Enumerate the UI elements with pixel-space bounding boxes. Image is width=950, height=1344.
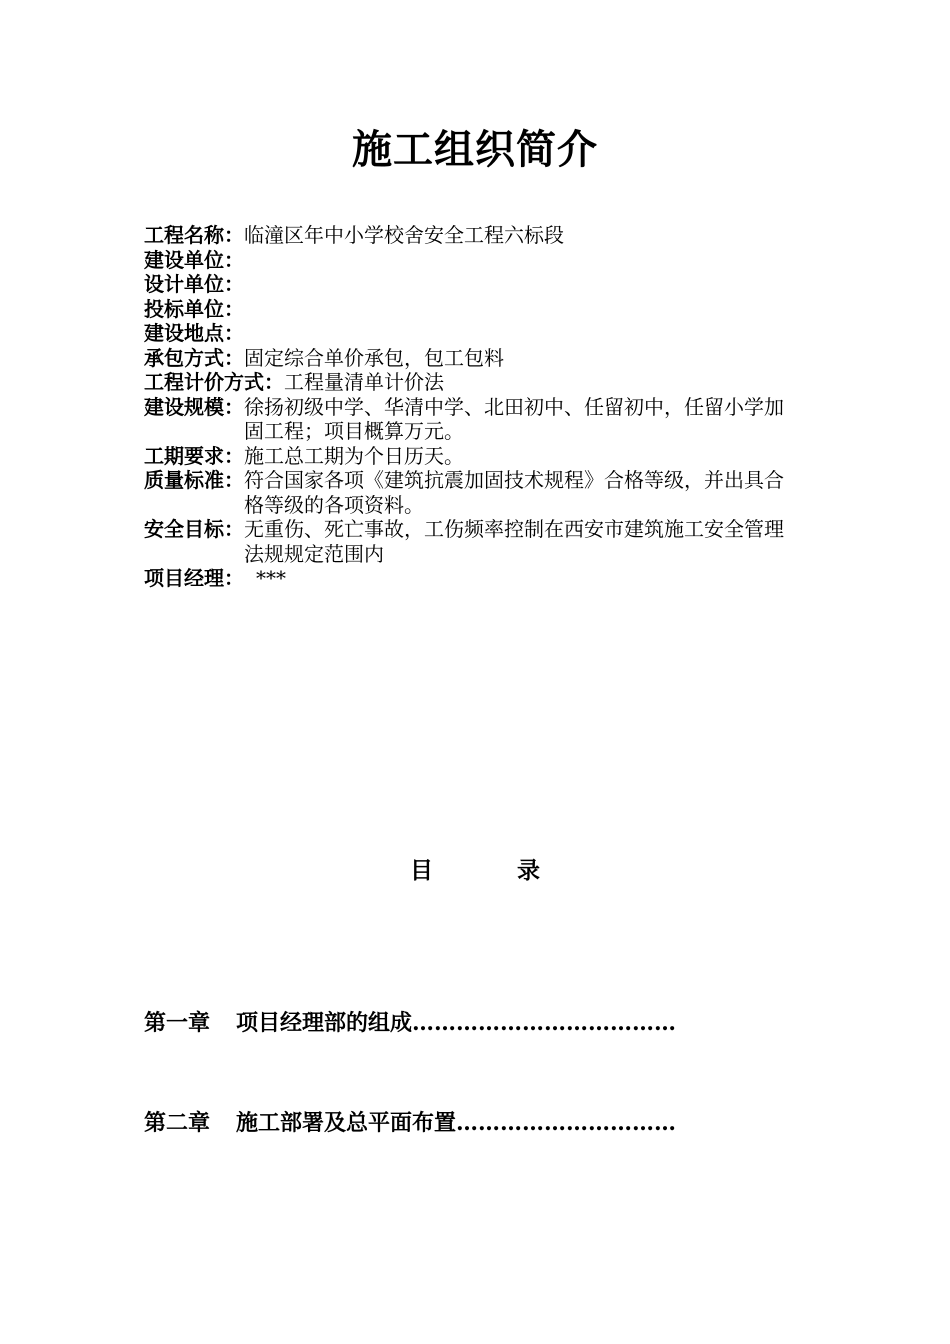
location-value [244,321,814,346]
bidder-label: 投标单位： [144,296,244,321]
info-row-safety [144,517,814,566]
toc-leader-dots: ………………………… [456,1110,677,1136]
designer-label: 设计单位： [144,272,244,296]
toc-title [0,856,950,886]
info-row-contract-mode [144,346,814,371]
contract-mode-label: 承包方式： [144,345,244,370]
info-row-manager [144,566,814,591]
quality-label: 质量标准： [144,468,244,492]
quality-value: 符合国家各项《建筑抗震加固技术规程》合格等级，并出具合格等级的各项资料。 [244,468,784,517]
duration-value: 施工总工期为个日历天。 [244,443,464,468]
info-row-designer [144,272,814,297]
project-name-value: 临潼区年中小学校舍安全工程六标段 [244,223,564,247]
info-row-location [144,321,814,346]
toc-chapter-number: 第一章 [144,1010,211,1036]
toc-leader-dots: ……………………………… [412,1010,677,1036]
info-row-project-name [144,223,814,248]
info-row-quality [144,468,814,517]
toc-entry-chapter-1[interactable] [144,1008,676,1038]
pricing-mode-value: 工程量清单计价法 [284,370,444,394]
safety-label: 安全目标： [144,517,244,541]
project-info-section [144,223,814,591]
info-row-owner [144,248,814,273]
location-label: 建设地点： [144,321,244,345]
toc-title-right: 录 [517,857,540,884]
safety-value: 无重伤、死亡事故，工伤频率控制在西安市建筑施工安全管理法规规定范围内 [244,517,784,566]
pricing-mode-label: 工程计价方式： [144,370,284,394]
project-name-label: 工程名称： [144,223,244,247]
owner-value [244,248,814,273]
info-row-bidder [144,297,814,322]
owner-label: 建设单位： [144,247,244,272]
designer-value [244,272,814,297]
toc-chapter-title: 项目经理部的组成 [236,1010,413,1036]
toc-chapter-number: 第二章 [144,1110,211,1136]
duration-label: 工期要求： [144,443,244,468]
manager-value: *** [256,566,286,590]
scale-value: 徐扬初级中学、华清中学、北田初中、任留初中，任留小学加固工程；项目概算万元。 [244,394,784,443]
info-row-duration [144,444,814,469]
contract-mode-value: 固定综合单价承包，包工包料 [244,345,504,370]
page-title: 施工组织简介 [352,126,598,173]
toc-entry-chapter-2[interactable] [144,1108,676,1138]
info-row-scale [144,395,814,444]
bidder-value [244,297,814,322]
scale-label: 建设规模： [144,394,244,419]
toc-title-left: 目 [410,857,433,884]
manager-label: 项目经理： [144,566,244,590]
info-row-pricing-mode [144,370,814,395]
toc-chapter-title: 施工部署及总平面布置 [236,1110,457,1136]
